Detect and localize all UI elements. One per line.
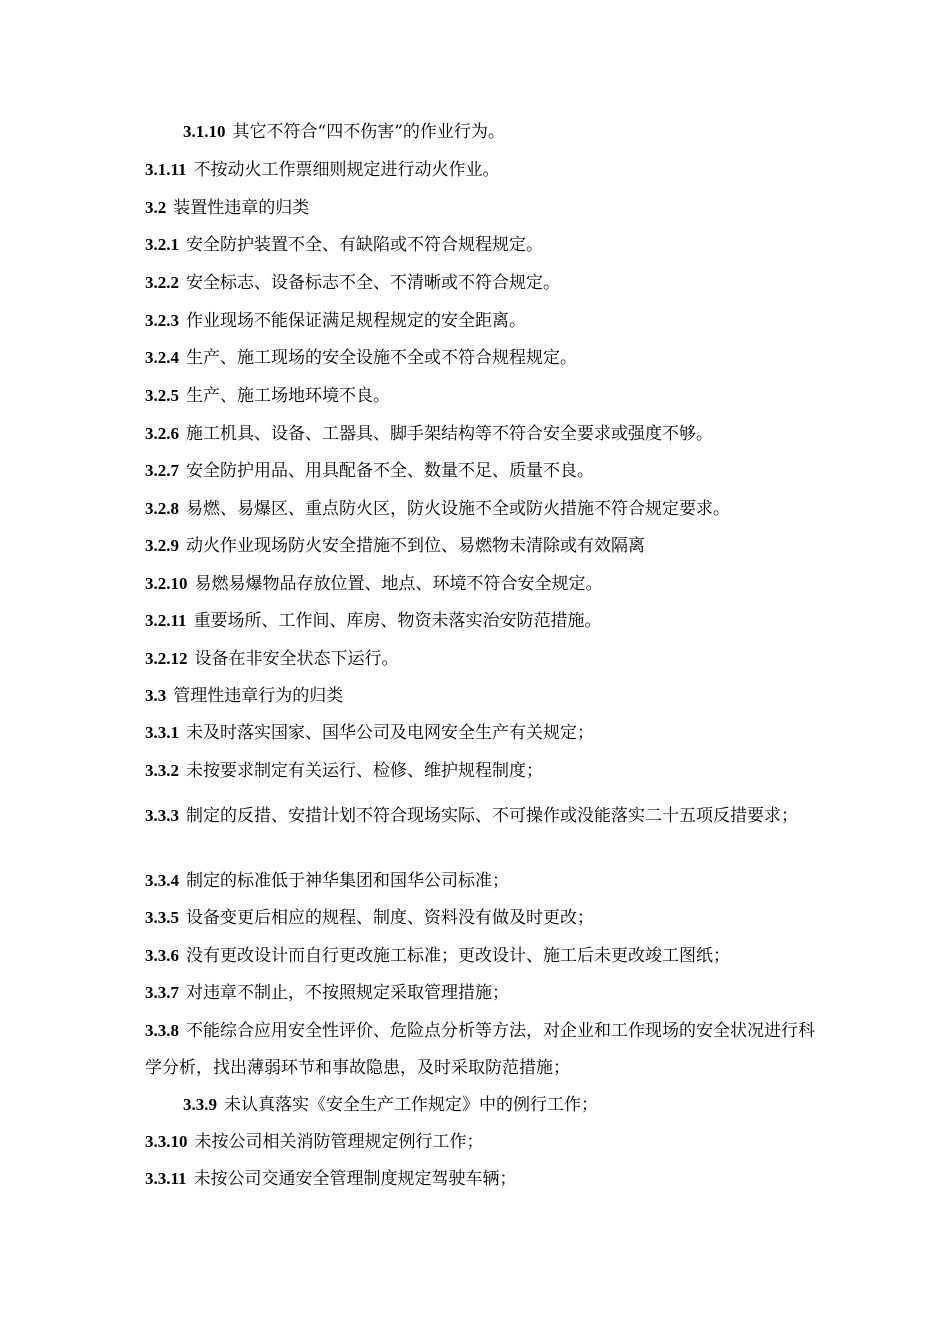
clause-3-3-8	[145, 1012, 815, 1087]
clause-3-3-11	[145, 1168, 815, 1190]
clause-text: 动火作业现场防火安全措施不到位、易燃物未清除或有效隔离	[186, 536, 645, 556]
clause-3-2-3	[145, 310, 815, 332]
clause-text: 设备在非安全状态下运行。	[194, 649, 399, 669]
clause-3-2-7	[145, 460, 815, 482]
clause-number: 3.2.8	[145, 499, 179, 518]
clause-text: 装置性违章的归类	[173, 198, 310, 218]
clause-text: 生产、施工现场的安全设施不全或不符合规程规定。	[186, 348, 577, 368]
clause-text: 安全防护用品、用具配备不全、数量不足、质量不良。	[186, 461, 594, 481]
clause-number: 3.3.2	[145, 761, 179, 780]
clause-text: 制定的标准低于神华集团和国华公司标准；	[186, 871, 509, 891]
clause-number: 3.3.4	[145, 871, 179, 890]
clause-3-2-9	[145, 535, 815, 557]
clause-3-2-4	[145, 347, 815, 369]
clause-number: 3.1.11	[145, 160, 187, 179]
clause-3-3-5	[145, 907, 815, 929]
clause-text: 制定的反措、安措计划不符合现场实际、不可操作或没能落实二十五项反措要求；	[186, 806, 798, 826]
clause-text: 未按公司相关消防管理规定例行工作；	[194, 1132, 484, 1152]
clause-number: 3.3.3	[145, 806, 179, 825]
clause-number: 3.2.3	[145, 311, 179, 330]
clause-number: 3.2.9	[145, 536, 179, 555]
clause-number: 3.3.7	[145, 983, 179, 1002]
clause-number: 3.3	[145, 686, 167, 705]
clause-3-3-3	[145, 797, 815, 835]
clause-3-3-4	[145, 870, 815, 892]
clause-number: 3.3.8	[145, 1021, 179, 1040]
clause-text: 安全标志、设备标志不全、不清晰或不符合规定。	[186, 273, 560, 293]
clause-3-1-11	[145, 159, 815, 181]
clause-3-3-9	[183, 1094, 853, 1116]
clause-text: 生产、施工场地环境不良。	[186, 386, 390, 406]
clause-3-2-10	[145, 573, 815, 595]
clause-3-3-7	[145, 982, 815, 1004]
clause-text: 未认真落实《安全生产工作规定》中的例行工作；	[224, 1095, 598, 1115]
clause-number: 3.3.9	[183, 1095, 217, 1114]
clause-3-2-2	[145, 272, 815, 294]
clause-text: 其它不符合“四不伤害”的作业行为。	[232, 122, 505, 142]
clause-text: 未及时落实国家、国华公司及电网安全生产有关规定；	[186, 723, 594, 743]
clause-number: 3.3.10	[145, 1132, 188, 1151]
clause-text: 对违章不制止，不按照规定采取管理措施；	[186, 983, 509, 1003]
clause-3-3-2	[145, 760, 815, 782]
section-3-2-heading	[145, 197, 815, 219]
clause-3-3-1	[145, 722, 815, 744]
clause-3-2-11	[145, 610, 815, 632]
clause-number: 3.2.4	[145, 348, 179, 367]
clause-number: 3.2.6	[145, 424, 179, 443]
clause-number: 3.2.5	[145, 386, 179, 405]
clause-number: 3.1.10	[183, 122, 226, 141]
section-3-3-heading	[145, 685, 815, 707]
clause-text: 施工机具、设备、工器具、脚手架结构等不符合安全要求或强度不够。	[186, 424, 713, 444]
clause-text: 安全防护装置不全、有缺陷或不符合规程规定。	[186, 235, 543, 255]
clause-number: 3.2.2	[145, 273, 179, 292]
clause-text: 重要场所、工作间、库房、物资未落实治安防范措施。	[193, 611, 602, 631]
clause-number: 3.3.11	[145, 1169, 187, 1188]
clause-number: 3.2.12	[145, 649, 188, 668]
clause-number: 3.3.5	[145, 908, 179, 927]
clause-text: 设备变更后相应的规程、制度、资料没有做及时更改；	[186, 908, 594, 928]
clause-3-2-12	[145, 648, 815, 670]
clause-text: 不能综合应用安全性评价、危险点分析等方法，对企业和工作现场的安全状况进行科学分析，找出薄弱环节和事故隐患，及时采取防范措施；	[145, 1021, 815, 1078]
clause-number: 3.2.7	[145, 461, 179, 480]
clause-3-2-5	[145, 385, 815, 407]
clause-3-1-10	[183, 121, 853, 143]
clause-number: 3.3.1	[145, 723, 179, 742]
clause-text: 未按要求制定有关运行、检修、维护规程制度；	[186, 761, 543, 781]
clause-text: 未按公司交通安全管理制度规定驾驶车辆；	[193, 1169, 517, 1189]
clause-number: 3.2.10	[145, 574, 188, 593]
clause-text: 易燃、易爆区、重点防火区，防火设施不全或防火措施不符合规定要求。	[186, 499, 730, 519]
clause-3-2-1	[145, 234, 815, 256]
clause-text: 作业现场不能保证满足规程规定的安全距离。	[186, 311, 526, 331]
clause-3-2-8	[145, 498, 815, 520]
clause-text: 没有更改设计而自行更改施工标准；更改设计、施工后未更改竣工图纸；	[186, 946, 730, 966]
clause-number: 3.3.6	[145, 946, 179, 965]
clause-number: 3.2	[145, 198, 167, 217]
clause-text: 管理性违章行为的归类	[173, 686, 344, 706]
clause-text: 不按动火工作票细则规定进行动火作业。	[193, 160, 500, 180]
clause-3-2-6	[145, 423, 815, 445]
clause-number: 3.2.1	[145, 235, 179, 254]
clause-number: 3.2.11	[145, 611, 187, 630]
clause-3-3-6	[145, 945, 815, 967]
clause-3-3-10	[145, 1131, 815, 1153]
clause-text: 易燃易爆物品存放位置、地点、环境不符合安全规定。	[194, 574, 603, 594]
